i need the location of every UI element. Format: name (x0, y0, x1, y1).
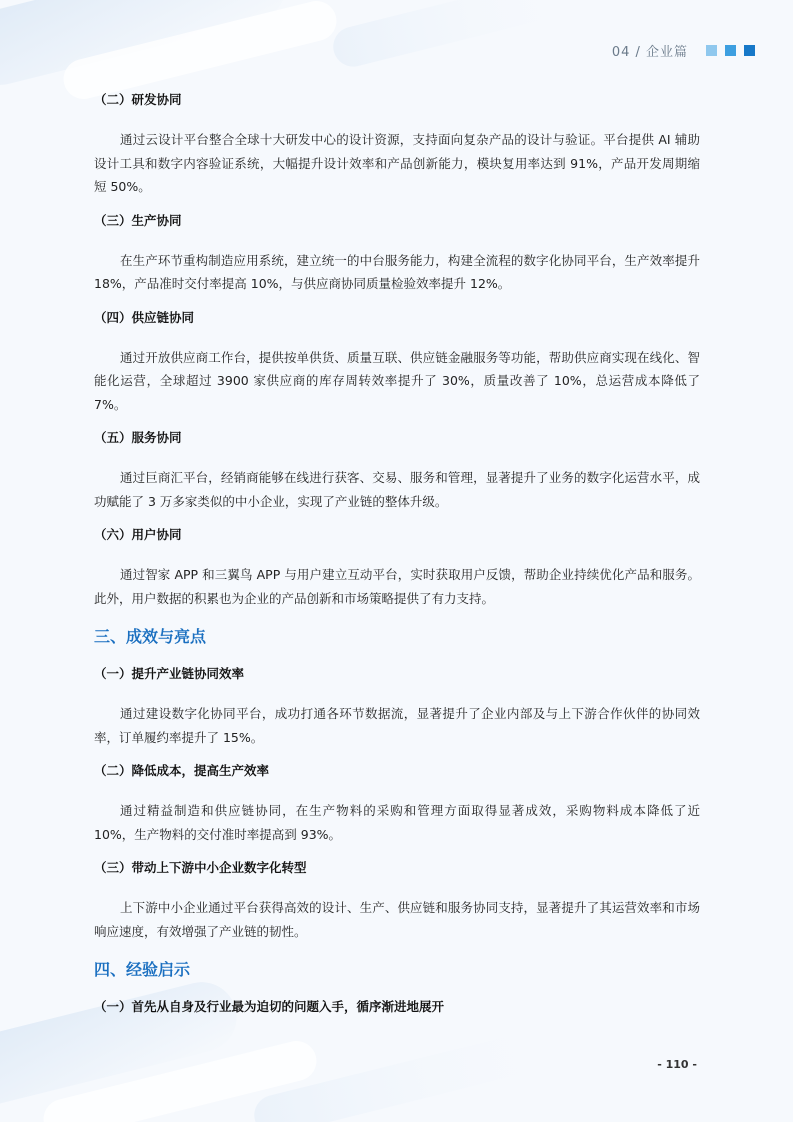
section-header-tag (612, 41, 755, 60)
subheading-user-collaboration: （六）用户协同 (94, 527, 182, 542)
subheading-chain-efficiency: （一）提升产业链协同效率 (94, 666, 245, 681)
paragraph-rd-collaboration: 通过云设计平台整合全球十大研发中心的设计资源，支持面向复杂产品的设计与验证。平台提供 AI 辅助设计工具和数字内容验证系统，大幅提升设计效率和产品创新能力，模块复用率达到 91%，产品开发周期缩短 50%。 (94, 132, 700, 194)
subheading-service-collaboration: （五）服务协同 (94, 430, 182, 445)
subheading-sme-transformation: （三）带动上下游中小企业数字化转型 (94, 860, 307, 875)
section-label: 04 / 企业篇 (611, 45, 688, 60)
paragraph-chain-efficiency: 通过建设数字化协同平台，成功打通各环节数据流，显著提升了企业内部及与上下游合作伙伴的协同效率，订单履约率提升了 15%。 (94, 706, 700, 745)
decor-square-dark (744, 45, 755, 56)
section-heading-lessons: 四、经验启示 (94, 960, 191, 979)
paragraph-service-collaboration: 通过巨商汇平台，经销商能够在线进行获客、交易、服务和管理，显著提升了业务的数字化运营水平，成功赋能了 3 万多家类似的中小企业，实现了产业链的整体升级。 (94, 470, 700, 509)
main-content (94, 90, 700, 1017)
subheading-cost-reduction: （二）降低成本，提高生产效率 (94, 763, 270, 778)
decor-square-mid (725, 45, 736, 56)
paragraph-production-collaboration: 在生产环节重构制造应用系统，建立统一的中台服务能力，构建全流程的数字化协同平台，生产效率提升 18%，产品准时交付率提高 10%，与供应商协同质量检验效率提升 12%。 (94, 252, 700, 291)
subheading-supply-chain-collaboration: （四）供应链协同 (94, 309, 195, 325)
subheading-production-collaboration: （三）生产协同 (94, 212, 182, 228)
paragraph-sme-transformation: 上下游中小企业通过平台获得高效的设计、生产、供应链和服务协同支持，显著提升了其运营效率和市场响应速度，有效增强了产业链的韧性。 (94, 900, 700, 939)
subheading-urgent-problems-first: （一）首先从自身及行业最为迫切的问题入手，循序渐进地展开 (94, 999, 445, 1014)
paragraph-user-collaboration: 通过智家 APP 和三翼鸟 APP 与用户建立互动平台，实时获取用户反馈，帮助企业持续优化产品和服务。此外，用户数据的积累也为企业的产品创新和市场策略提供了有力支持。 (94, 567, 700, 606)
paragraph-supply-chain-collaboration: 通过开放供应商工作台，提供按单供货、质量互联、供应链金融服务等功能，帮助供应商实现在线化、智能化运营，全球超过 3900 家供应商的库存周转效率提升了 30%，质量改善了 10%，总运营成本降低了 7%。 (94, 349, 700, 412)
section-heading-results: 三、成效与亮点 (94, 627, 207, 646)
decor-square-light (706, 45, 717, 56)
page-number: - 110 - (657, 1058, 697, 1071)
paragraph-cost-reduction: 通过精益制造和供应链协同，在生产物料的采购和管理方面取得显著成效，采购物料成本降低了近 10%，生产物料的交付准时率提高到 93%。 (94, 803, 700, 842)
subheading-rd-collaboration: （二）研发协同 (94, 92, 182, 107)
